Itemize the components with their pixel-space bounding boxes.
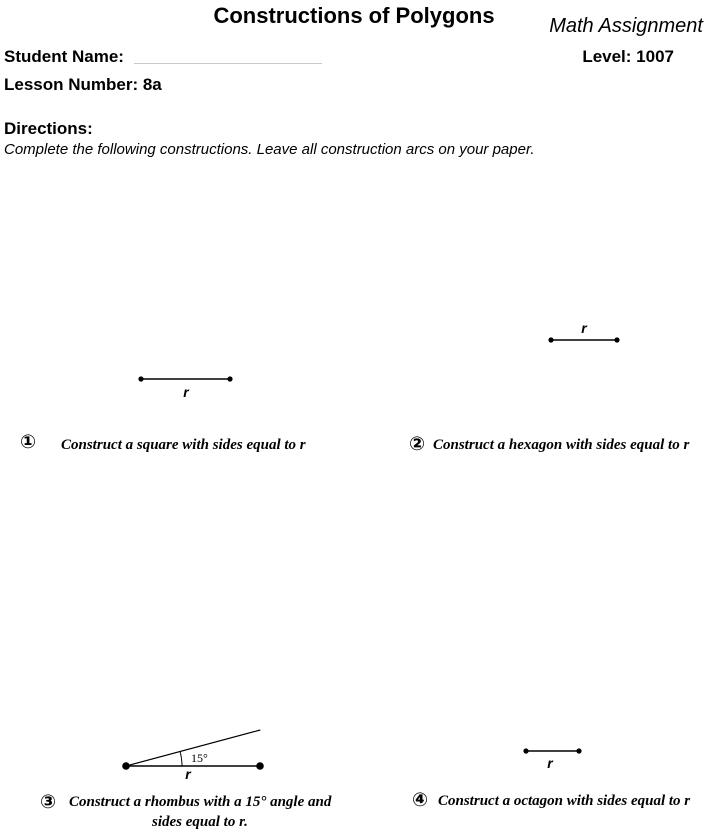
segment-label-r: r bbox=[183, 384, 189, 400]
segment-r-octagon bbox=[523, 748, 581, 771]
angle-label: 15° bbox=[191, 751, 208, 765]
subject-label: Math Assignment bbox=[549, 15, 703, 37]
problem-3-text-line2: sides equal to r. bbox=[152, 814, 248, 830]
segment-label-r: r bbox=[185, 766, 191, 782]
problem-3-text-line1: Construct a rhombus with a 15° angle and bbox=[69, 794, 332, 810]
segment-label-r: r bbox=[547, 755, 553, 771]
angle-and-segment-rhombus bbox=[122, 730, 264, 782]
problem-1-number: ① bbox=[20, 431, 37, 453]
level-label: Level: 1007 bbox=[582, 47, 674, 66]
lesson-number-label: Lesson Number: 8a bbox=[4, 75, 162, 94]
problem-4-text: Construct a octagon with sides equal to r bbox=[438, 793, 691, 809]
problem-2-number: ② bbox=[409, 433, 426, 455]
page-title: Constructions of Polygons bbox=[213, 3, 495, 28]
problem-3-number: ③ bbox=[40, 791, 57, 813]
problem-4-number: ④ bbox=[412, 789, 429, 811]
directions-text: Complete the following constructions. Leave all construction arcs on your paper. bbox=[4, 141, 535, 158]
segment-label-r: r bbox=[581, 320, 587, 336]
directions-heading: Directions: bbox=[4, 119, 93, 138]
problem-2-text: Construct a hexagon with sides equal to r bbox=[433, 437, 690, 453]
segment-r-square bbox=[138, 376, 232, 400]
problem-1-text: Construct a square with sides equal to r bbox=[61, 437, 306, 453]
angle-arc bbox=[180, 752, 182, 767]
student-name-label: Student Name: bbox=[4, 47, 124, 66]
segment-r-hexagon bbox=[548, 320, 619, 343]
